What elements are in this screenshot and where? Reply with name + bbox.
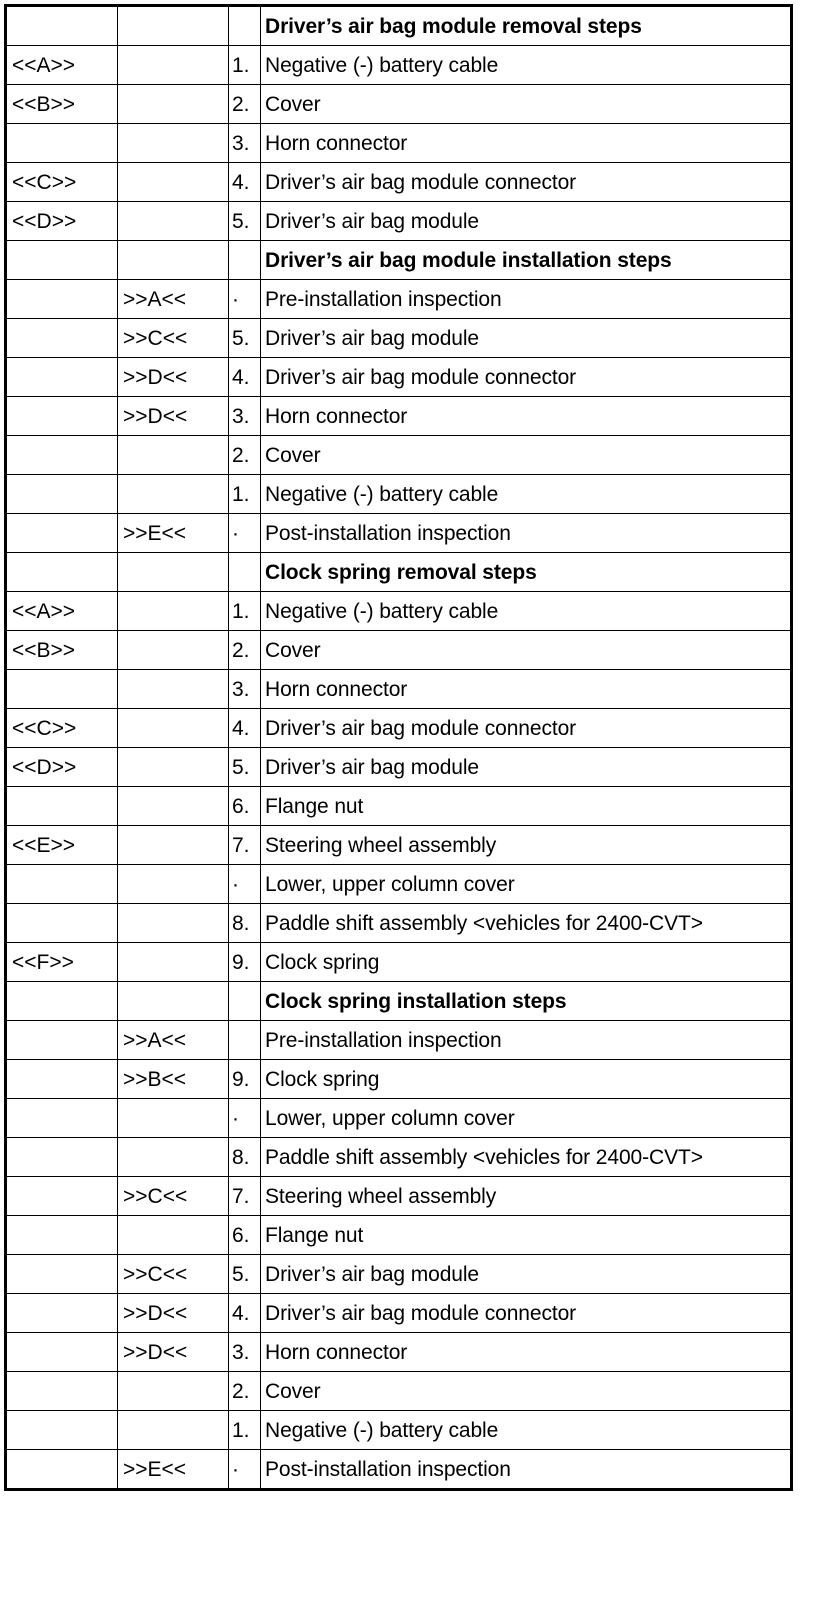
step-description-cell: Horn connector [261,1333,792,1372]
removal-ref-cell: <<B>> [6,631,118,670]
step-description-cell: Negative (-) battery cable [261,475,792,514]
section-heading-title: Clock spring installation steps [261,982,792,1021]
step-number-cell: 2. [229,631,261,670]
table-row [6,1333,792,1372]
step-description-cell: Clock spring [261,943,792,982]
removal-ref-cell [6,865,118,904]
install-ref-cell [118,787,229,826]
install-ref-cell: >>D<< [118,358,229,397]
install-ref-cell [118,85,229,124]
install-ref-cell [118,1138,229,1177]
step-description-cell: Driver’s air bag module connector [261,1294,792,1333]
step-number-cell: 1. [229,475,261,514]
table-row [6,592,792,631]
table-row [6,709,792,748]
table-row [6,1411,792,1450]
removal-ref-cell [6,1333,118,1372]
removal-ref-cell [6,1021,118,1060]
step-number-cell: 4. [229,358,261,397]
table-row [6,826,792,865]
install-ref-cell [118,1411,229,1450]
step-number-cell: 7. [229,1177,261,1216]
table-row [6,1216,792,1255]
removal-ref-cell [6,436,118,475]
removal-ref-cell [6,1372,118,1411]
table-row [6,397,792,436]
removal-ref-cell [6,1138,118,1177]
removal-ref-cell [6,475,118,514]
removal-ref-cell: <<D>> [6,748,118,787]
step-number-cell: · [229,514,261,553]
table-row [6,748,792,787]
step-number-cell: · [229,1099,261,1138]
step-description-cell: Post-installation inspection [261,1450,792,1490]
table-row [6,670,792,709]
removal-ref-cell [6,1294,118,1333]
removal-ref-cell: <<C>> [6,709,118,748]
install-ref-cell [118,553,229,592]
install-ref-cell: >>B<< [118,1060,229,1099]
table-row [6,280,792,319]
table-row [6,1021,792,1060]
step-number-cell [229,241,261,280]
step-description-cell: Driver’s air bag module connector [261,358,792,397]
step-description-cell: Horn connector [261,670,792,709]
table-row [6,46,792,85]
removal-ref-cell [6,1099,118,1138]
step-number-cell: 4. [229,1294,261,1333]
step-description-cell: Cover [261,631,792,670]
install-ref-cell [118,1099,229,1138]
step-number-cell: 2. [229,85,261,124]
step-description-cell: Horn connector [261,397,792,436]
step-number-cell [229,982,261,1021]
table-row [6,124,792,163]
step-number-cell: 9. [229,1060,261,1099]
step-description-cell: Flange nut [261,787,792,826]
removal-ref-cell [6,1450,118,1490]
table-row [6,787,792,826]
step-number-cell: 1. [229,46,261,85]
table-row [6,202,792,241]
step-number-cell [229,553,261,592]
step-number-cell [229,6,261,46]
step-description-cell: Cover [261,85,792,124]
step-description-cell: Negative (-) battery cable [261,592,792,631]
table-row [6,1177,792,1216]
step-number-cell: 1. [229,1411,261,1450]
step-description-cell: Paddle shift assembly <vehicles for 2400-CVT> [261,904,792,943]
step-number-cell: 8. [229,904,261,943]
table-row [6,163,792,202]
removal-ref-cell [6,358,118,397]
step-description-cell: Horn connector [261,124,792,163]
step-description-cell: Steering wheel assembly [261,826,792,865]
removal-ref-cell [6,553,118,592]
step-description-cell: Paddle shift assembly <vehicles for 2400-CVT> [261,1138,792,1177]
step-description-cell: Cover [261,436,792,475]
install-ref-cell [118,202,229,241]
install-ref-cell: >>D<< [118,397,229,436]
removal-ref-cell [6,670,118,709]
removal-ref-cell [6,1060,118,1099]
step-description-cell: Negative (-) battery cable [261,46,792,85]
removal-ref-cell [6,904,118,943]
section-heading-row [6,241,792,280]
install-ref-cell: >>E<< [118,1450,229,1490]
install-ref-cell [118,826,229,865]
table-row [6,1294,792,1333]
step-description-cell: Driver’s air bag module [261,748,792,787]
install-ref-cell [118,592,229,631]
removal-ref-cell: <<E>> [6,826,118,865]
removal-ref-cell [6,397,118,436]
step-number-cell: 6. [229,787,261,826]
install-ref-cell [118,1372,229,1411]
install-ref-cell: >>D<< [118,1333,229,1372]
removal-ref-cell [6,1177,118,1216]
removal-ref-cell: <<A>> [6,46,118,85]
step-number-cell: 3. [229,1333,261,1372]
step-description-cell: Flange nut [261,1216,792,1255]
section-heading-title: Clock spring removal steps [261,553,792,592]
table-row [6,1099,792,1138]
step-number-cell: · [229,1450,261,1490]
removal-ref-cell [6,514,118,553]
install-ref-cell: >>C<< [118,1255,229,1294]
table-row [6,943,792,982]
step-number-cell: 3. [229,670,261,709]
install-ref-cell [118,709,229,748]
install-ref-cell [118,163,229,202]
removal-ref-cell: <<F>> [6,943,118,982]
install-ref-cell: >>C<< [118,1177,229,1216]
step-description-cell: Cover [261,1372,792,1411]
table-body [6,6,792,1490]
removal-ref-cell [6,1411,118,1450]
table-row [6,436,792,475]
removal-ref-cell: <<B>> [6,85,118,124]
step-number-cell: 9. [229,943,261,982]
removal-ref-cell [6,787,118,826]
procedure-table [4,4,793,1491]
install-ref-cell: >>C<< [118,319,229,358]
table-row [6,358,792,397]
removal-ref-cell [6,1255,118,1294]
section-heading-row [6,6,792,46]
step-number-cell: 8. [229,1138,261,1177]
table-row [6,631,792,670]
table-row [6,1255,792,1294]
table-row [6,514,792,553]
install-ref-cell [118,982,229,1021]
step-number-cell: 2. [229,436,261,475]
removal-ref-cell [6,124,118,163]
install-ref-cell [118,436,229,475]
removal-ref-cell [6,280,118,319]
table-row [6,1138,792,1177]
step-number-cell: 7. [229,826,261,865]
removal-ref-cell: <<A>> [6,592,118,631]
step-description-cell: Steering wheel assembly [261,1177,792,1216]
step-description-cell: Lower, upper column cover [261,865,792,904]
install-ref-cell: >>E<< [118,514,229,553]
step-description-cell: Driver’s air bag module [261,202,792,241]
step-description-cell: Post-installation inspection [261,514,792,553]
step-description-cell: Driver’s air bag module connector [261,163,792,202]
install-ref-cell: >>A<< [118,1021,229,1060]
step-description-cell: Driver’s air bag module [261,1255,792,1294]
step-number-cell: · [229,865,261,904]
install-ref-cell [118,670,229,709]
step-description-cell: Clock spring [261,1060,792,1099]
step-number-cell: 5. [229,202,261,241]
step-number-cell: 2. [229,1372,261,1411]
step-description-cell: Pre-installation inspection [261,1021,792,1060]
removal-ref-cell [6,319,118,358]
section-heading-title: Driver’s air bag module installation steps [261,241,792,280]
table-row [6,1372,792,1411]
table-row [6,475,792,514]
section-heading-row [6,553,792,592]
step-number-cell: 1. [229,592,261,631]
section-heading-row [6,982,792,1021]
install-ref-cell [118,124,229,163]
install-ref-cell [118,475,229,514]
install-ref-cell: >>D<< [118,1294,229,1333]
removal-ref-cell [6,982,118,1021]
step-number-cell: 4. [229,163,261,202]
step-number-cell: 5. [229,748,261,787]
step-description-cell: Negative (-) battery cable [261,1411,792,1450]
step-number-cell: 6. [229,1216,261,1255]
step-number-cell: · [229,280,261,319]
install-ref-cell [118,46,229,85]
table-row [6,1060,792,1099]
install-ref-cell [118,631,229,670]
step-description-cell: Driver’s air bag module [261,319,792,358]
table-row [6,1450,792,1490]
removal-ref-cell [6,6,118,46]
step-number-cell: 5. [229,1255,261,1294]
install-ref-cell [118,748,229,787]
table-row [6,85,792,124]
step-number-cell: 4. [229,709,261,748]
removal-ref-cell: <<D>> [6,202,118,241]
removal-ref-cell [6,1216,118,1255]
removal-ref-cell: <<C>> [6,163,118,202]
step-description-cell: Pre-installation inspection [261,280,792,319]
install-ref-cell [118,904,229,943]
install-ref-cell [118,1216,229,1255]
step-number-cell [229,1021,261,1060]
table-row [6,319,792,358]
install-ref-cell: >>A<< [118,280,229,319]
install-ref-cell [118,6,229,46]
install-ref-cell [118,241,229,280]
install-ref-cell [118,865,229,904]
step-description-cell: Driver’s air bag module connector [261,709,792,748]
step-description-cell: Lower, upper column cover [261,1099,792,1138]
section-heading-title: Driver’s air bag module removal steps [261,6,792,46]
step-number-cell: 3. [229,397,261,436]
step-number-cell: 3. [229,124,261,163]
table-row [6,865,792,904]
table-row [6,904,792,943]
removal-ref-cell [6,241,118,280]
install-ref-cell [118,943,229,982]
step-number-cell: 5. [229,319,261,358]
